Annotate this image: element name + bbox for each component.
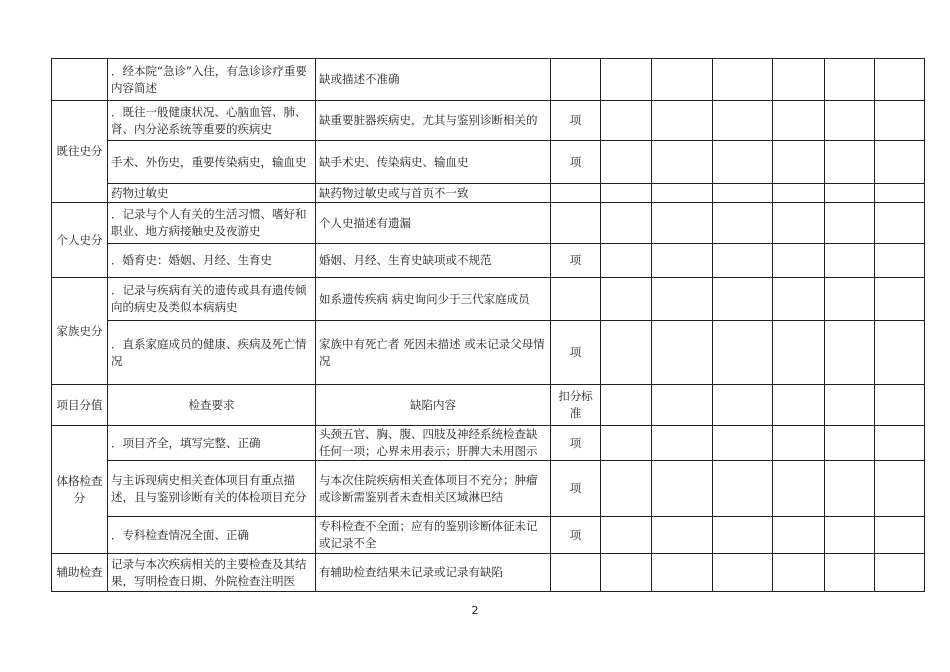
header-row	[52, 385, 925, 426]
requirement-cell: ．记录与个人有关的生活习惯、嗜好和职业、地方病接触史及夜游史	[108, 203, 316, 244]
score-cell	[652, 426, 713, 461]
score-cell	[652, 59, 713, 101]
score-cell	[825, 244, 875, 278]
score-cell	[773, 321, 825, 385]
score-cell	[601, 101, 652, 141]
requirement-cell: ．直系家庭成员的健康、疾病及死亡情况	[108, 321, 316, 385]
score-cell	[773, 461, 825, 517]
table-row	[52, 59, 925, 101]
score-cell	[713, 278, 773, 321]
score-cell	[713, 517, 773, 554]
table-row	[52, 101, 925, 141]
score-cell	[825, 554, 875, 592]
score-cell	[713, 461, 773, 517]
table-row	[52, 426, 925, 461]
requirement-cell: 药物过敏史	[108, 184, 316, 203]
score-cell	[652, 141, 713, 184]
score-cell	[773, 517, 825, 554]
defect-cell: 婚姻、月经、生育史缺项或不规范	[316, 244, 551, 278]
requirement-cell: 手术、外伤史，重要传染病史，输血史	[108, 141, 316, 184]
score-cell	[652, 321, 713, 385]
table-row	[52, 321, 925, 385]
score-cell	[825, 203, 875, 244]
score-cell	[773, 426, 825, 461]
score-cell	[773, 184, 825, 203]
requirement-cell: ．经本院“急诊”入住，有急诊诊疗重要内容简述	[108, 59, 316, 101]
score-cell	[773, 141, 825, 184]
defect-cell: 专科检查不全面；应有的鉴别诊断体征未记或记录不全	[316, 517, 551, 554]
score-cell	[875, 141, 925, 184]
table-row	[52, 184, 925, 203]
score-cell	[652, 184, 713, 203]
requirement-cell: ．专科检查情况全面、正确	[108, 517, 316, 554]
score-cell	[875, 278, 925, 321]
header-cell-score: 项目分值	[52, 385, 108, 426]
score-cell	[652, 244, 713, 278]
score-cell	[875, 203, 925, 244]
score-cell	[652, 101, 713, 141]
table-row	[52, 554, 925, 592]
score-cell	[773, 101, 825, 141]
section-cell: 辅助检查	[52, 554, 108, 592]
requirement-cell: 记录与本次疾病相关的主要检查及其结果，写明检查日期、外院检查注明医	[108, 554, 316, 592]
table-row	[52, 278, 925, 321]
deduction-cell: 项	[551, 461, 601, 517]
table-row	[52, 244, 925, 278]
deduction-cell	[551, 554, 601, 592]
score-cell	[875, 101, 925, 141]
defect-cell: 个人史描述有遗漏	[316, 203, 551, 244]
deduction-cell: 项	[551, 426, 601, 461]
requirement-cell: ．记录与疾病有关的遗传或具有遗传倾向的病史及类似本病病史	[108, 278, 316, 321]
deduction-cell	[551, 203, 601, 244]
header-cell-requirement: 检查要求	[108, 385, 316, 426]
deduction-cell: 项	[551, 321, 601, 385]
defect-cell: 家族中有死亡者 死因未描述 或未记录父母情况	[316, 321, 551, 385]
score-cell	[773, 244, 825, 278]
defect-cell: 缺药物过敏史或与首页不一致	[316, 184, 551, 203]
score-cell	[601, 461, 652, 517]
section-cell: 个人史分	[52, 203, 108, 278]
score-cell	[875, 461, 925, 517]
header-cell-defect: 缺陷内容	[316, 385, 551, 426]
score-cell	[713, 554, 773, 592]
score-cell	[601, 321, 652, 385]
score-cell	[825, 461, 875, 517]
defect-cell: 与本次住院疾病相关查体项目不充分；肿瘤或诊断需鉴别者未查相关区域淋巴结	[316, 461, 551, 517]
defect-cell: 如系遗传疾病 病史询问少于三代家庭成员	[316, 278, 551, 321]
score-cell	[601, 141, 652, 184]
score-cell	[713, 426, 773, 461]
score-cell	[713, 244, 773, 278]
table-row	[52, 517, 925, 554]
inspection-table	[51, 58, 925, 592]
score-cell	[713, 385, 773, 426]
score-cell	[825, 59, 875, 101]
defect-cell: 有辅助检查结果未记录或记录有缺陷	[316, 554, 551, 592]
score-cell	[875, 426, 925, 461]
score-cell	[601, 59, 652, 101]
score-cell	[773, 385, 825, 426]
score-cell	[825, 517, 875, 554]
score-cell	[713, 141, 773, 184]
deduction-cell: 项	[551, 141, 601, 184]
defect-cell: 头颈五官、胸、腹、四肢及神经系统检查缺任何一项；心界未用表示；肝脾大未用图示	[316, 426, 551, 461]
score-cell	[825, 321, 875, 385]
deduction-cell	[551, 278, 601, 321]
score-cell	[825, 101, 875, 141]
score-cell	[773, 203, 825, 244]
section-cell: 既往史分	[52, 101, 108, 203]
score-cell	[875, 59, 925, 101]
score-cell	[825, 184, 875, 203]
deduction-cell	[551, 184, 601, 203]
score-cell	[825, 426, 875, 461]
requirement-cell: ．项目齐全，填写完整、正确	[108, 426, 316, 461]
score-cell	[875, 385, 925, 426]
requirement-cell: 与主诉现病史相关查体项目有重点描述，且与鉴别诊断有关的体检项目充分	[108, 461, 316, 517]
score-cell	[825, 278, 875, 321]
score-cell	[773, 278, 825, 321]
score-cell	[601, 184, 652, 203]
table-row	[52, 461, 925, 517]
score-cell	[875, 321, 925, 385]
table-row	[52, 141, 925, 184]
score-cell	[601, 278, 652, 321]
requirement-cell: ．既往一般健康状况、心脑血管、肺、肾、内分泌系统等重要的疾病史	[108, 101, 316, 141]
deduction-cell: 项	[551, 101, 601, 141]
score-cell	[875, 184, 925, 203]
score-cell	[601, 244, 652, 278]
score-cell	[601, 426, 652, 461]
score-cell	[652, 278, 713, 321]
score-cell	[652, 517, 713, 554]
score-cell	[713, 321, 773, 385]
score-cell	[713, 59, 773, 101]
score-cell	[652, 203, 713, 244]
deduction-cell: 项	[551, 517, 601, 554]
score-cell	[875, 517, 925, 554]
score-cell	[652, 461, 713, 517]
score-cell	[652, 385, 713, 426]
section-cell: 家族史分	[52, 278, 108, 385]
score-cell	[713, 101, 773, 141]
defect-cell: 缺手术史、传染病史、输血史	[316, 141, 551, 184]
score-cell	[601, 385, 652, 426]
page-number: 2	[471, 604, 479, 617]
score-cell	[713, 184, 773, 203]
score-cell	[652, 554, 713, 592]
table-row	[52, 203, 925, 244]
section-cell: 体格检查分	[52, 426, 108, 554]
defect-cell: 缺重要脏器疾病史，尤其与鉴别诊断相关的	[316, 101, 551, 141]
header-cell-deduction: 扣分标准	[551, 385, 601, 426]
score-cell	[825, 141, 875, 184]
score-cell	[875, 244, 925, 278]
defect-cell: 缺或描述不准确	[316, 59, 551, 101]
score-cell	[713, 203, 773, 244]
requirement-cell: ．婚育史：婚姻、月经、生育史	[108, 244, 316, 278]
deduction-cell: 项	[551, 244, 601, 278]
score-cell	[601, 203, 652, 244]
score-cell	[601, 517, 652, 554]
section-cell	[52, 59, 108, 101]
deduction-cell	[551, 59, 601, 101]
score-cell	[773, 59, 825, 101]
score-cell	[875, 554, 925, 592]
score-cell	[601, 554, 652, 592]
score-cell	[773, 554, 825, 592]
score-cell	[825, 385, 875, 426]
